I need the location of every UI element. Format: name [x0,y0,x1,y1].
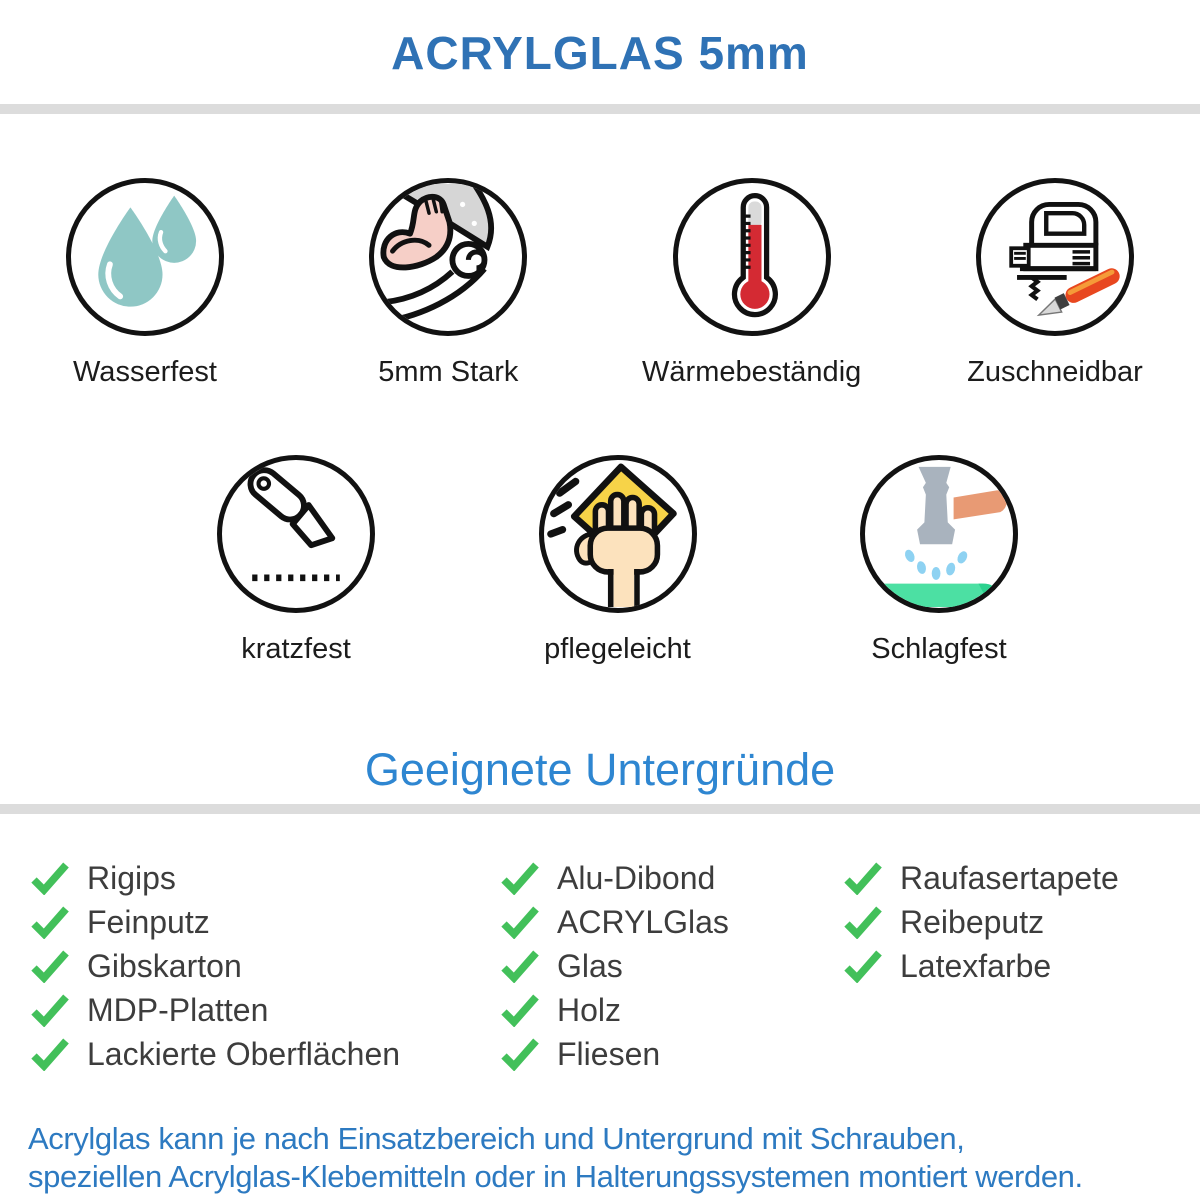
surface-label: Lackierte Oberflächen [87,1035,401,1072]
flexed-arm-icon [369,178,527,336]
feature-label: pflegeleicht [544,633,691,665]
feature-cuttable [938,178,1172,389]
check-icon [500,950,540,983]
feature-waterproof [28,178,262,389]
page-title: ACRYLGLAS 5mm [391,27,809,79]
divider [0,104,1200,114]
utility-knife-icon [217,455,375,613]
hammer-icon [860,455,1018,613]
feature-thickness [331,178,565,389]
section-title-untergruende: Geeignete Untergründe [364,744,836,795]
list-item [500,1032,843,1076]
check-icon [500,862,540,895]
surface-label: Alu-Dibond [557,859,716,896]
surface-label: Raufasertapete [900,859,1119,896]
check-icon [500,994,540,1027]
check-icon [500,1038,540,1071]
list-item [30,988,500,1032]
check-icon [500,906,540,939]
check-icon [30,906,70,939]
feature-label: Wärmebeständig [642,356,862,388]
surfaces-column-3 [843,856,1173,1076]
feature-scratchproof [150,455,442,666]
list-item [500,988,843,1032]
divider [0,804,1200,814]
thermometer-icon [673,178,831,336]
surface-label: ACRYLGlas [557,903,729,940]
list-item [500,944,843,988]
surfaces-column-2 [500,856,843,1076]
mounting-note-line-1: Acrylglas kann je nach Einsatzbereich und Untergrund mit Schrauben, [28,1121,965,1156]
feature-easy-care [472,455,764,666]
mounting-note-line-2: speziellen Acrylglas-Klebemitteln oder in Halterungssystemen montiert werden. [28,1159,1083,1195]
list-item [500,856,843,900]
surface-label: Holz [557,991,622,1028]
check-icon [30,950,70,983]
surface-label: MDP-Platten [87,991,269,1028]
check-icon [30,862,70,895]
feature-label: Wasserfest [73,356,217,388]
wiping-hand-icon [539,455,697,613]
list-item [843,856,1173,900]
list-item [30,1032,500,1076]
list-item [843,900,1173,944]
feature-label: Zuschneidbar [967,356,1143,388]
water-drops-icon [66,178,224,336]
check-icon [843,862,883,895]
surfaces-column-1 [30,856,500,1076]
surfaces-list [0,856,1200,1076]
check-icon [843,906,883,939]
jigsaw-knife-icon [976,178,1134,336]
feature-label: Schlagfest [871,633,1007,665]
feature-row-1 [0,178,1200,389]
feature-label: 5mm Stark [378,356,519,388]
feature-impact-resistant [793,455,1085,666]
list-item [30,944,500,988]
mounting-note [0,1120,1200,1196]
list-item [843,944,1173,988]
surface-label: Feinputz [87,903,210,940]
check-icon [30,994,70,1027]
list-item [30,900,500,944]
feature-row-2 [150,455,1085,666]
surface-label: Latexfarbe [900,947,1052,984]
check-icon [30,1038,70,1071]
surface-label: Gibskarton [87,947,242,984]
list-item [500,900,843,944]
surface-label: Reibeputz [900,903,1045,940]
surface-label: Rigips [87,859,176,896]
feature-heat-resistant [635,178,869,389]
list-item [30,856,500,900]
feature-label: kratzfest [241,633,351,665]
check-icon [843,950,883,983]
surface-label: Glas [557,947,623,984]
surface-label: Fliesen [557,1035,661,1072]
